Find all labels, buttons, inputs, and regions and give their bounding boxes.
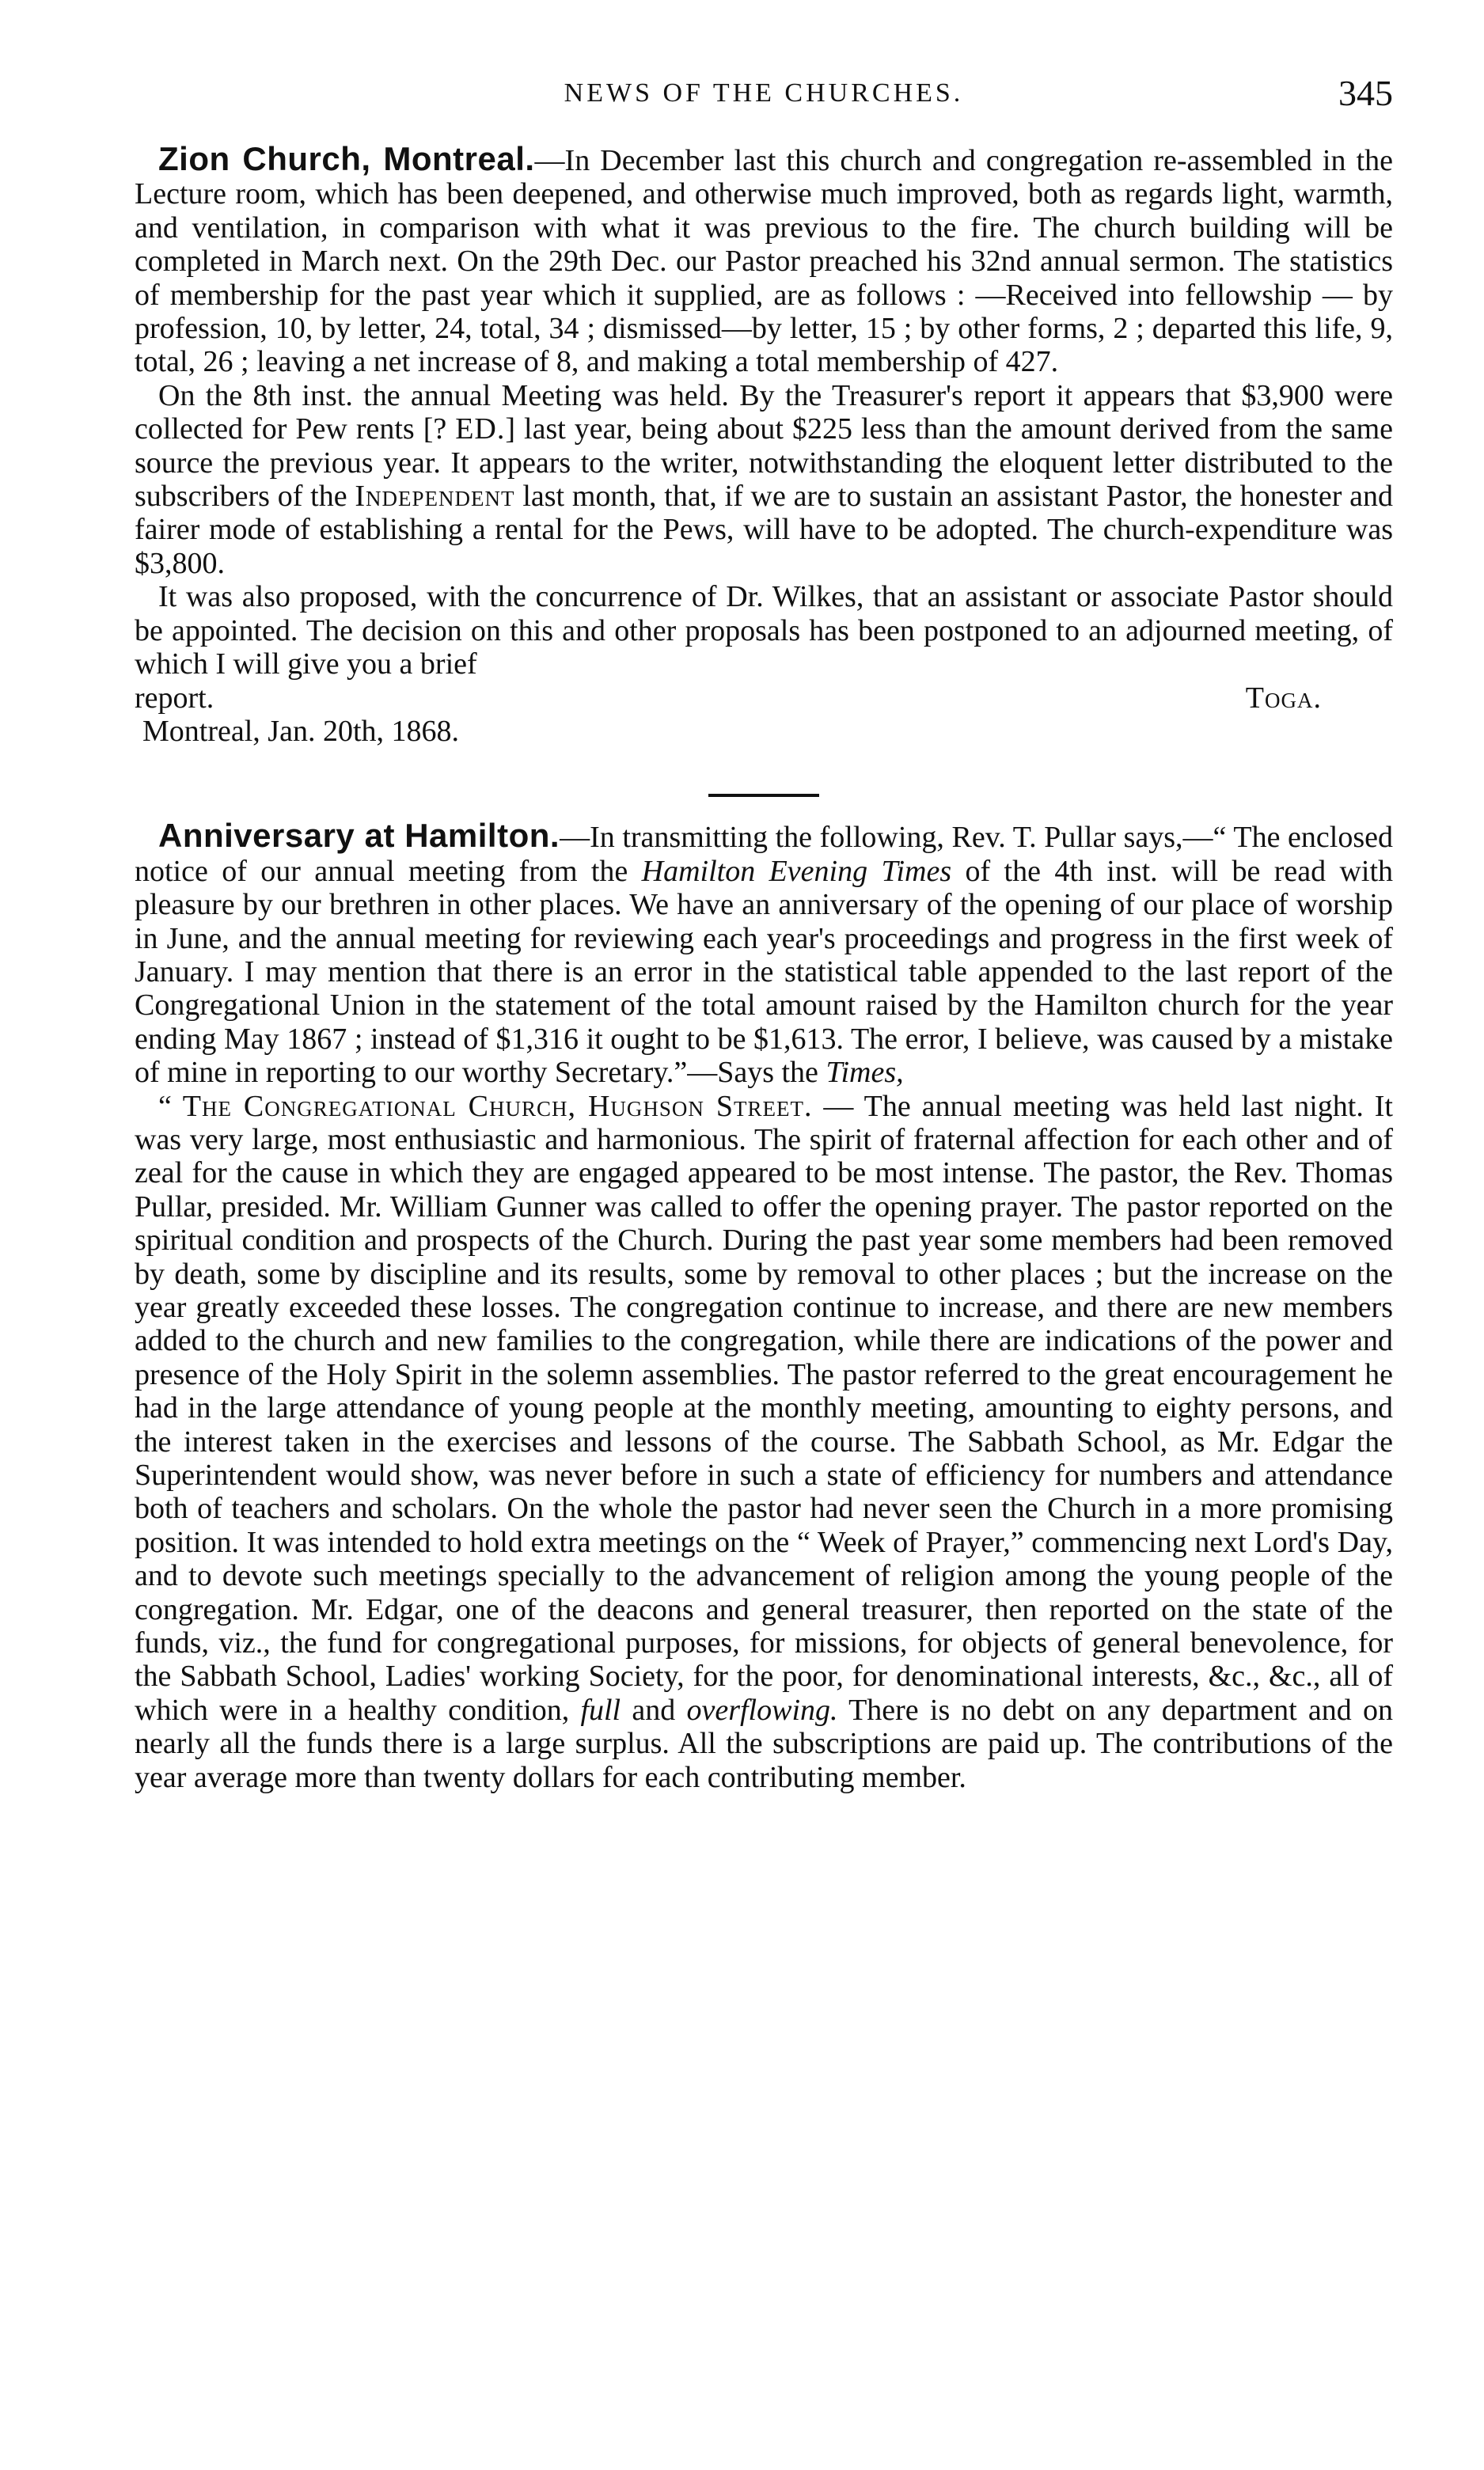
article-text: On the 8th inst. the annual Meeting was held. By the Treasurer's report it appears that $3,900 were collected for Pew rents [? — [135, 378, 1393, 446]
article-text: and — [621, 1693, 687, 1727]
article-text: report. — [135, 681, 214, 715]
newspaper-name-short: Times, — [825, 1056, 904, 1090]
emphasis-overflowing: overflowing. — [686, 1693, 838, 1727]
author-signature: Toga. — [1245, 681, 1322, 715]
article-hamilton-paragraph-1 — [135, 819, 1393, 1089]
article-headline-hamilton: Anniversary at Hamilton. — [158, 817, 560, 855]
page-number: 345 — [1338, 73, 1393, 113]
quote-mark: “ — [158, 1089, 183, 1123]
running-title: NEWS OF THE CHURCHES. — [564, 78, 964, 108]
dateline: Montreal, Jan. 20th, 1868. — [142, 714, 460, 748]
article-text: —In December last this church and congregation re-assembled in the Lecture room, which has been deepened, and otherwise much improved, both as regards light, warmth, and ventilation, in comparison with what it was previous to the fire. The church building will be completed in March next. On the 29th Dec. our Pastor preached his 32nd annual sermon. The statistics of membership for the past year which it supplied, are as follows : —Received into fellowship — by profession, 10, by letter, 24, total, 34 ; dismissed—by letter, 15 ; by other forms, 2 ; departed this life, 9, total, 26 ; leaving a net increase of 8, and making a total membership of 427. — [135, 144, 1394, 379]
article-headline-zion-church: Zion Church, Montreal. — [158, 140, 535, 177]
article-text: It was also proposed, with the concurrence of Dr. Wilkes, that an assistant or associate Pastor should be appointed. The decision on this and other proposals has been postponed to an adjourned meeting, of which I will give you a brief — [135, 580, 1393, 681]
newspaper-name: Hamilton Evening Times — [641, 854, 952, 888]
emphasis-full: full — [580, 1693, 621, 1727]
editor-note: ED. — [455, 412, 506, 446]
signature-line — [135, 681, 1393, 715]
publication-name: Independent — [355, 480, 515, 514]
article-hamilton-paragraph-2 — [135, 1090, 1393, 1795]
article-text: last month, that, if we are to sustain an assistant Pastor, the honester and fairer mode of establishing a rental for the Pews, will have to be adopted. The church-expenditure was $3,800. — [135, 480, 1393, 580]
article-text: of the 4th inst. will be read with pleasure by our brethren in other places. We have an anniversary of the opening of our place of worship in June, and the annual meeting for reviewing each year's proceedings and progress in the first week of January. I may mention that there is an error in the statistical table appended to the last report of the Congregational Union in the statement of the total amount raised by the Hamilton church for the year ending May 1867 ; instead of $1,316 it ought to be $1,613. The error, I believe, was caused by a mistake of mine in reporting to our worthy Secretary.”—Says the — [135, 854, 1393, 1090]
quoted-heading: The Congregational Church, Hughson Street. — [182, 1089, 813, 1123]
article-text: There is no debt on any department and on nearly all the funds there is a large surplus. All the subscriptions are paid up. The contributions of the year average more than twenty dollars for each contributing member. — [135, 1693, 1393, 1794]
section-divider — [708, 794, 819, 797]
article-zion-church-paragraph-1 — [135, 142, 1393, 379]
running-head — [135, 70, 1393, 117]
article-text: ] last year, being about $225 less than the amount derived from the same source the previous year. It appears to the writer, notwithstanding the eloquent letter distributed to the subscribers of the — [135, 412, 1393, 514]
article-text: —In transmitting the following, Rev. T. Pullar says,—“ The enclosed notice of our annual meeting from the — [135, 821, 1394, 888]
article-text: — The annual meeting was held last night. It was very large, most enthusiastic and harmonious. The spirit of fraternal affection for each other and of zeal for the cause in which they are engaged appeared to be most intense. The pastor, the Rev. Thomas Pullar, presided. Mr. William Gunner was called to offer the opening prayer. The pastor reported on the spiritual condition and prospects of the Church. During the past year some members had been removed by death, some by discipline and its results, some by removal to other places ; but the increase on the year greatly exceeded these losses. The congregation continue to increase, and there are new members added to the church and new families to the congregation, while there are indications of the power and presence of the Holy Spirit in the solemn assemblies. The pastor referred to the great encouragement he had in the large attendance of young people at the monthly meeting, amounting to eighty persons, and the interest taken in the exercises and lessons of the course. The Sabbath School, as Mr. Edgar the Superintendent would show, was never before in such a state of efficiency for numbers and attendance both of teachers and scholars. On the whole the pastor had never seen the Church in a more promising position. It was intended to hold extra meetings on the “ Week of Prayer,” commencing next Lord's Day, and to devote such meetings specially to the advancement of religion among the young people of the congregation. Mr. Edgar, one of the deacons and general treasurer, then reported on the state of the funds, viz., the fund for congregational purposes, for missions, for objects of general benevolence, for the Sabbath School, Ladies' working Society, for the poor, for denominational interests, &c., &c., all of which were in a healthy condition, — [135, 1089, 1393, 1727]
body-text — [135, 142, 1393, 1794]
article-zion-church-paragraph-3 — [135, 580, 1393, 681]
article-zion-church-paragraph-2 — [135, 379, 1393, 580]
